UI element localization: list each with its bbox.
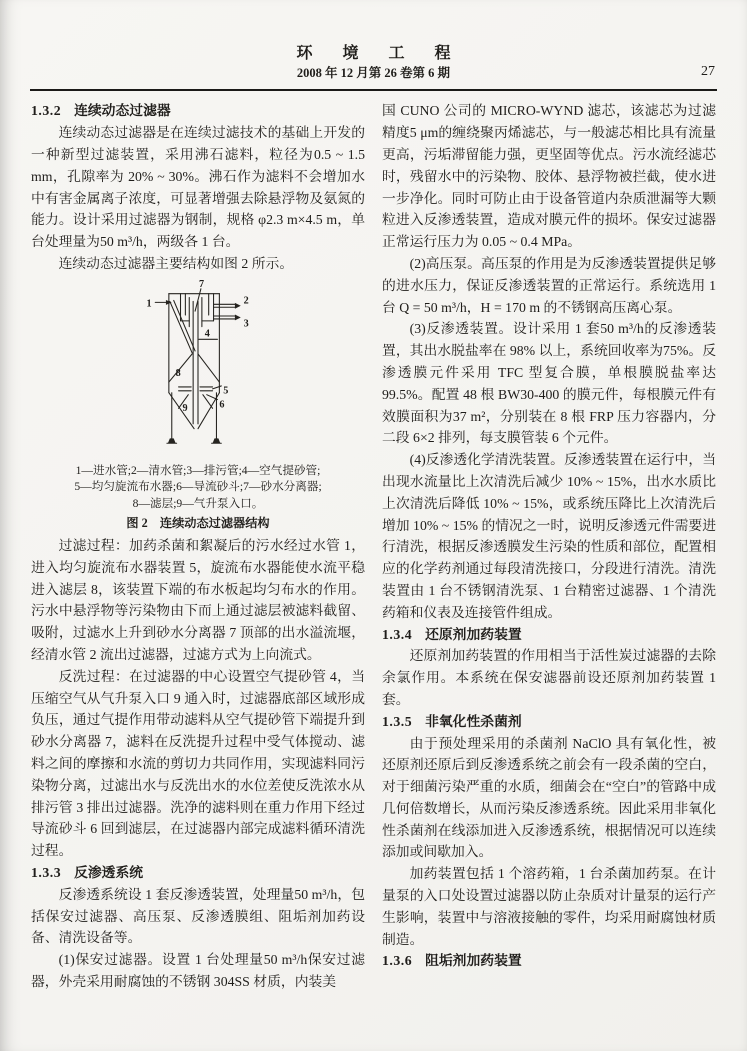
left-foot-pad <box>168 438 176 443</box>
section-title: 非氧化性杀菌剂 <box>425 713 522 729</box>
figure-label-airlift-inlet: 9 <box>182 402 188 414</box>
section-number: 1.3.2 <box>31 103 62 119</box>
paragraph-filter-intro: 连续动态过滤器是在连续过滤技术的基础上开发的一种新型过滤装置，采用沸石滤料，粒径为0.5 ~ 1.5 mm，孔隙率为 20% ~ 30%。沸石作为滤料不会增加水中有害金属离子浓度，可显著增强去除悬浮物及氨氮的能力。设计采用过滤器为钢制，规格 φ2.3 m×4.5 m，单台处理量为50 m³/h，两级各 1 台。 <box>31 125 365 250</box>
right-foot-pad <box>213 438 221 443</box>
section-number: 1.3.5 <box>382 713 413 729</box>
paragraph-high-pressure-pump: (2)高压泵。高压泵的作用是为反渗透装置提供足够的进水压力，保证反渗透装置的正常运行。系统选用 1 台 Q = 50 m³/h，H = 170 m 的不锈钢高压离心泵。 <box>382 255 716 315</box>
section-heading-1-3-5 <box>382 711 716 733</box>
figure-label-inlet: 1 <box>146 298 152 310</box>
section-heading-1-3-6 <box>382 950 716 972</box>
drain-arrowhead <box>235 314 241 320</box>
paragraph-backwash-process: 反洗过程：在过滤器的中心设置空气提砂管 4，当压缩空气从气升泵入口 9 通入时，过滤器底部区域形成负压，通过气提作用带动滤料从空气提砂管下端提升到砂水分离器 7，滤料在反洗提升过程中受气体搅动、滤料之间的摩擦和水流的剪切力共同作用，实现滤料同污染物分离，过滤出水与反洗出水的水位差使反洗浓水从排污管 3 排出过滤器。洗净的滤料则在重力作用下经过导流砂斗 6 回到滤层，在过滤器内部完成滤料循环清洗过程。 <box>31 668 365 859</box>
paragraph-dosing-device: 加药装置包括 1 个溶药箱，1 台杀菌加药泵。在计量泵的入口处设置过滤器以防止杂质对计量泵的运行产生影响，装置中与溶液接触的零件，均采用耐腐蚀材质制造。 <box>382 866 716 947</box>
paragraph-security-filter: (1)保安过滤器。设置 1 台处理量50 m³/h保安过滤器，外壳采用耐腐蚀的不锈钢 304SS 材质，内装美 <box>31 952 365 989</box>
figure-2 <box>31 278 365 533</box>
column-left <box>31 100 365 992</box>
figure-label-filter-bed: 8 <box>175 367 181 379</box>
figure-title: 图 2 连续动态过滤器结构 <box>126 516 270 531</box>
paragraph-figure-ref: 连续动态过滤器主要结构如图 2 所示。 <box>58 255 294 271</box>
section-heading-1-3-3 <box>31 862 365 884</box>
page-number: 27 <box>701 64 715 79</box>
figure-label-drain: 3 <box>243 318 249 330</box>
section-title: 连续动态过滤器 <box>74 103 171 119</box>
inlet-diagonal-pipe <box>170 300 195 352</box>
figure-label-distributor: 5 <box>223 385 229 397</box>
issue-line: 2008 年 12 月第 26 卷第 6 期 <box>296 66 451 80</box>
section-heading-1-3-2 <box>31 100 365 122</box>
figure-label-separator: 7 <box>198 278 205 290</box>
figure-label-clean-water: 2 <box>243 295 249 307</box>
page-header <box>0 0 747 82</box>
section-number: 1.3.3 <box>31 865 62 881</box>
figure-label-sand-hopper: 6 <box>219 399 225 411</box>
journal-title: 环 境 工 程 <box>296 45 464 62</box>
drain-pipe <box>214 316 235 319</box>
label6-leader <box>207 394 218 399</box>
section-title: 还原剂加药装置 <box>425 626 522 642</box>
filter-diagram <box>130 278 266 456</box>
section-title: 反渗透系统 <box>74 865 144 881</box>
section-number: 1.3.4 <box>382 626 413 642</box>
column-right <box>382 100 716 992</box>
section-heading-1-3-4 <box>382 624 716 646</box>
cone-left <box>169 393 194 429</box>
separator-core <box>189 297 202 326</box>
section-title: 阻垢剂加药装置 <box>425 953 522 969</box>
paragraph-chemical-cleaning: (4)反渗透化学清洗装置。反渗透装置在运行中，当出现水流量比上次清洗后减少 10% ~ 15%，出水水质比上次清洗后降低 10% ~ 15%，或系统压降比上次清洗后增加 10% ~ 15% 的情况之一时，说明反渗透元件需要进行清洗，根据反渗透膜发生污染的性质和部位，配置相应的化学药剂通过每段清洗接口，分段进行清洗。清洗装置由 1 台不锈钢清洗泵、1 台精密过滤器、1 个清洗药箱和仪表及连接管件组成。 <box>382 452 716 620</box>
paragraph-reducing-agent: 还原剂加药装置的作用相当于活性炭过滤器的去除余氯作用。本系统在保安滤器前设还原剂加药装置 1 套。 <box>382 648 716 707</box>
figure-caption-line2: 5—均匀旋流布水器;6—导流砂斗;7—砂水分离器; <box>74 480 322 494</box>
figure-caption-line1: 1—进水管;2—清水管;3—排污管;4—空气提砂管; <box>75 463 321 477</box>
paragraph-security-filter-cont: 国 CUNO 公司的 MICRO-WYND 滤芯，该滤芯为过滤精度5 μm的缠绕聚丙烯滤芯，与一般滤芯相比具有流量更高，污垢滞留能力强，更坚固等优点。污水流经滤芯时，残留水中的污染物、胶体、悬浮物被拦截，使水进一步净化。同时可防止由于设备管道内杂质泄漏等大颗粒进入反渗透装置，造成对膜元件的损坏。保安过滤器正常运行压力为 0.05 ~ 0.4 MPa。 <box>382 103 716 250</box>
two-column-body <box>0 91 747 992</box>
distributor <box>179 387 213 391</box>
paragraph-ro-system: 反渗透系统设 1 套反渗透装置，处理量50 m³/h，包括保安过滤器、高压泵、反渗透膜组、阻垢剂加药设备、清洗设备等。 <box>31 886 365 946</box>
figure-caption-line3: 8—滤层;9—气升泵入口。 <box>132 496 264 510</box>
clean-water-arrowhead <box>235 303 241 309</box>
clean-water-pipe <box>214 304 235 307</box>
label5-leader <box>213 386 222 389</box>
section-number: 1.3.6 <box>382 953 413 969</box>
figure-label-airlift-pipe: 4 <box>204 328 210 340</box>
paragraph-non-oxidizing-biocide: 由于预处理采用的杀菌剂 NaClO 具有氧化性，被还原剂还原后到反渗透系统之前会有一段杀菌的空白，对于细菌污染严重的水质，细菌会在“空白”的管路中成几何倍数增长，从而污染反渗透系统。因此采用非氧化性杀菌剂在线添加进入反渗透系统，根据情况可以连续添加或间歇加入。 <box>382 735 716 860</box>
paragraph-filtration-process: 过滤过程：加药杀菌和絮凝后的污水经过水管 1，进入均匀旋流布水器装置 5，旋流布水器能使水流平稳进入滤层 8，该装置下端的布水板起均匀布水的作用。污水中悬浮物等污染物由下而上通过滤层被滤料截留、吸附，过滤水上升到砂水分离器 7 顶部的出水溢流堰，经清水管 2 流出过滤器，过滤方式为上向流式。 <box>31 538 365 663</box>
paragraph-ro-device: (3)反渗透装置。设计采用 1 套50 m³/h的反渗透装置，其出水脱盐率在 98% 以上，系统回收率为75%。反渗透膜元件采用 TFC 型复合膜，单根膜脱盐率达 99.5%。配置 48 根 BW30-400 的膜元件，每根膜元件有效膜面积为37 m²，分别装在 8 根 FRP 压力容器内，分二段 6×2 排列，每支膜管装 6 个元件。 <box>382 321 716 446</box>
